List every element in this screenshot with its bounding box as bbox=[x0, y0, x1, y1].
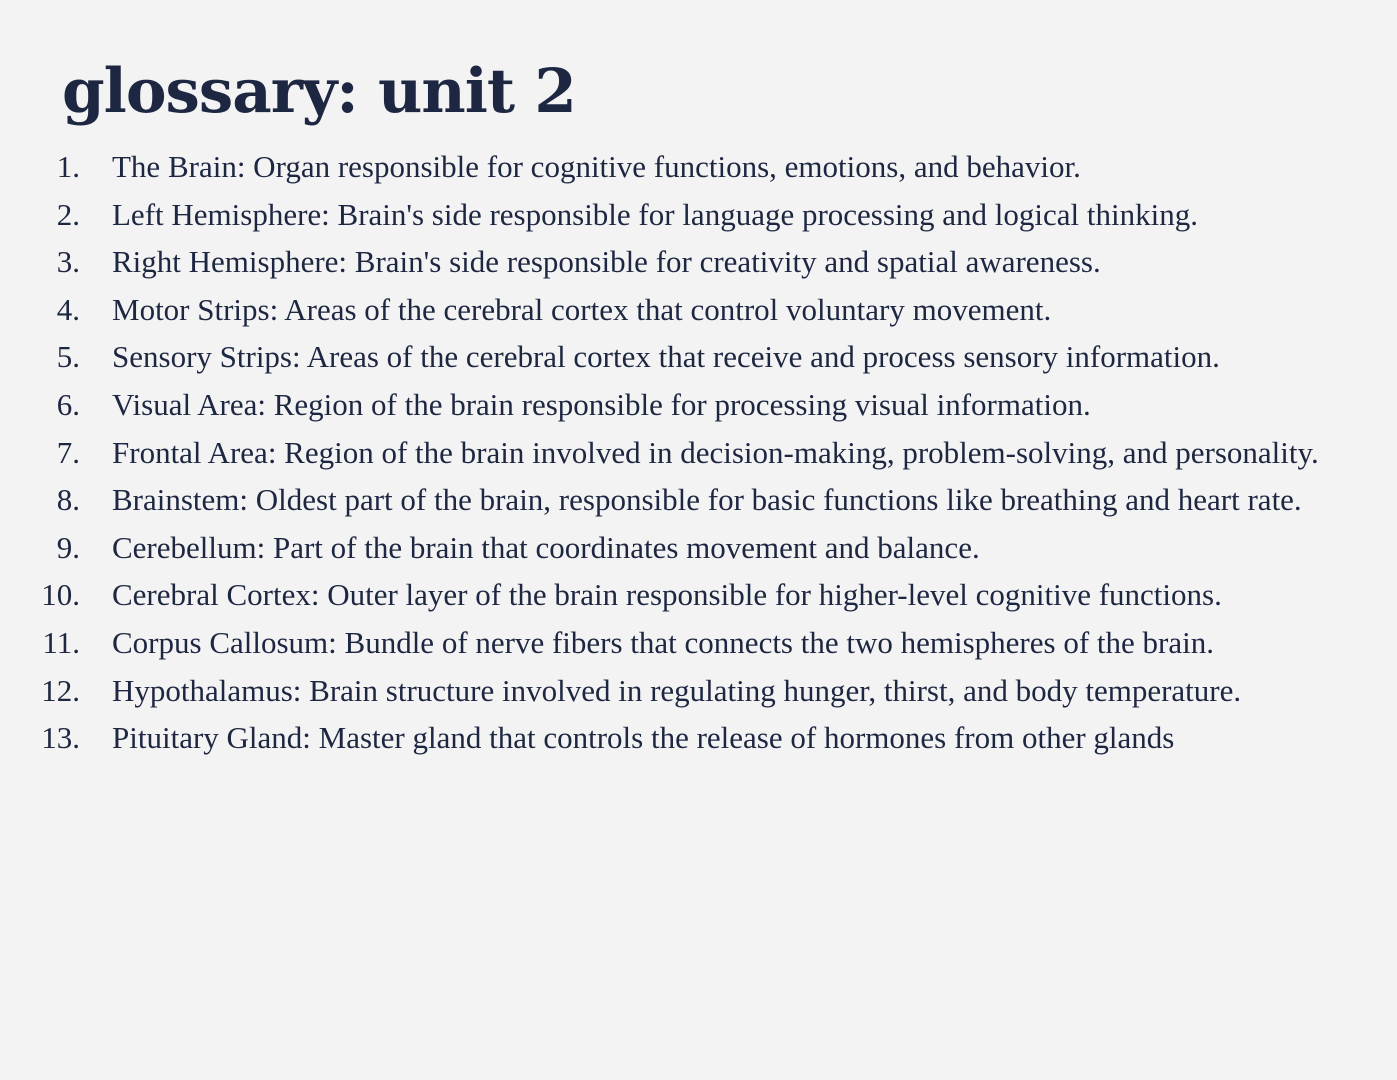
item-text: Motor Strips: Areas of the cerebral cortex that control voluntary movement. bbox=[112, 291, 1052, 327]
item-text: Brainstem: Oldest part of the brain, responsible for basic functions like breathing and heart rate. bbox=[112, 482, 1302, 518]
item-number: 8. bbox=[56, 482, 80, 518]
item-text: Sensory Strips: Areas of the cerebral cortex that receive and process sensory information. bbox=[112, 339, 1220, 375]
glossary-item bbox=[0, 619, 1397, 667]
glossary-item bbox=[0, 429, 1397, 477]
glossary-item bbox=[0, 333, 1397, 381]
item-number: 13. bbox=[41, 720, 80, 756]
glossary-item bbox=[0, 381, 1397, 429]
item-text: Visual Area: Region of the brain responsible for processing visual information. bbox=[112, 386, 1091, 422]
glossary-item bbox=[0, 238, 1397, 286]
item-text: Left Hemisphere: Brain's side responsible for language processing and logical thinking. bbox=[112, 196, 1198, 232]
glossary-item bbox=[0, 191, 1397, 239]
item-text: Hypothalamus: Brain structure involved in regulating hunger, thirst, and body temperature. bbox=[112, 672, 1242, 708]
item-number: 1. bbox=[56, 149, 80, 184]
item-number: 6. bbox=[56, 386, 80, 422]
glossary-item bbox=[0, 286, 1397, 334]
glossary-item bbox=[0, 714, 1397, 762]
glossary-item bbox=[0, 571, 1397, 619]
item-text: Frontal Area: Region of the brain involved in decision-making, problem-solving, and personality. bbox=[112, 434, 1319, 470]
item-text: Right Hemisphere: Brain's side responsible for creativity and spatial awareness. bbox=[112, 244, 1101, 280]
item-text: Cerebellum: Part of the brain that coordinates movement and balance. bbox=[112, 529, 980, 565]
glossary-list bbox=[0, 143, 1397, 762]
item-text: Cerebral Cortex: Outer layer of the brain responsible for higher-level cognitive functions. bbox=[112, 577, 1222, 613]
glossary-item bbox=[0, 524, 1397, 572]
item-number: 9. bbox=[56, 529, 80, 565]
item-number: 4. bbox=[56, 291, 80, 327]
glossary-item bbox=[0, 476, 1397, 524]
item-number: 2. bbox=[56, 196, 80, 232]
item-number: 10. bbox=[41, 577, 80, 613]
page-title: glossary: unit 2 bbox=[62, 56, 576, 127]
glossary-item bbox=[0, 667, 1397, 715]
item-number: 11. bbox=[42, 624, 80, 660]
item-number: 7. bbox=[56, 434, 80, 470]
item-number: 12. bbox=[41, 672, 80, 708]
item-text: The Brain: Organ responsible for cognitive functions, emotions, and behavior. bbox=[112, 149, 1081, 184]
glossary-item bbox=[0, 143, 1397, 191]
item-number: 5. bbox=[56, 339, 80, 375]
item-text: Pituitary Gland: Master gland that controls the release of hormones from other glands bbox=[112, 720, 1175, 756]
item-number: 3. bbox=[56, 244, 80, 280]
item-text: Corpus Callosum: Bundle of nerve fibers that connects the two hemispheres of the brain. bbox=[112, 624, 1214, 660]
